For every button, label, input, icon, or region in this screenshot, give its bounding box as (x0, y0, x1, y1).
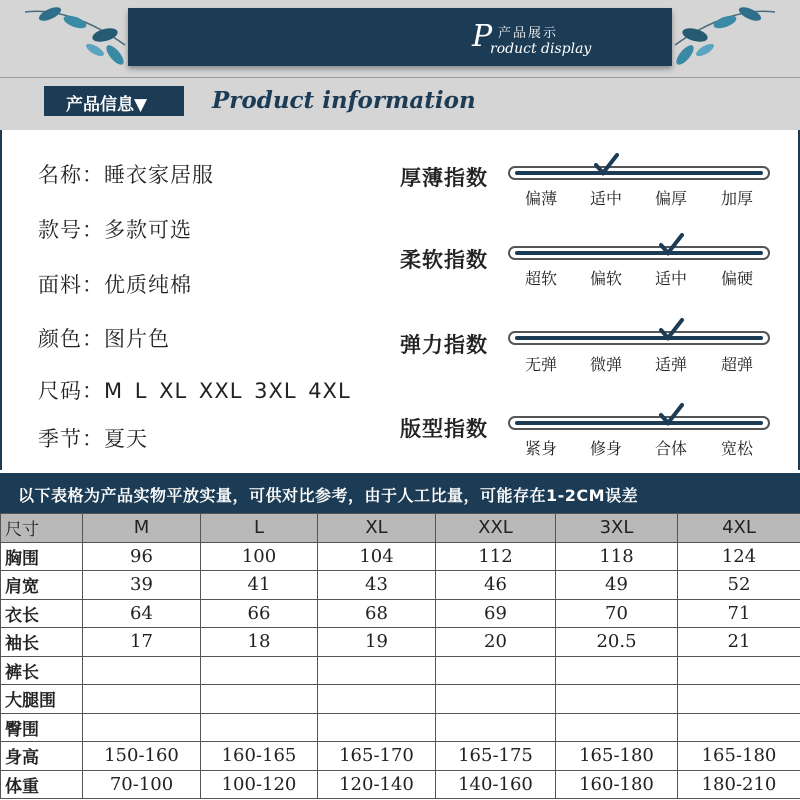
banner-title-en: roduct display (490, 41, 592, 57)
table-row (1, 656, 800, 685)
table-cell: 19 (318, 628, 436, 657)
info-value: 多款可选 (104, 218, 192, 242)
info-label: 尺码： (38, 379, 104, 403)
option-label: 适中 (654, 269, 687, 288)
table-cell: 160-180 (556, 770, 678, 799)
info-label: 颜色： (38, 327, 104, 351)
table-header-cell: 3XL (556, 514, 678, 543)
table-cell: 71 (678, 599, 800, 628)
product-info-tag: 产品信息▼ (44, 86, 184, 116)
table-cell (436, 685, 556, 714)
table-cell: 52 (678, 571, 800, 600)
table-header-row (1, 514, 800, 543)
softness-index-bar (508, 246, 770, 260)
table-cell: 104 (318, 542, 436, 571)
table-cell (201, 713, 318, 742)
leaf-decoration-left-icon (20, 0, 130, 70)
table-header-cell: L (201, 514, 318, 543)
table-cell: 150-160 (83, 742, 201, 771)
info-row-fabric (38, 269, 192, 299)
table-cell (678, 685, 800, 714)
option-label: 紧身 (524, 439, 557, 458)
table-row-label: 袖长 (1, 628, 83, 657)
table-cell (83, 713, 201, 742)
table-header-cell: 4XL (678, 514, 800, 543)
table-cell: 180-210 (678, 770, 800, 799)
table-cell: 140-160 (436, 770, 556, 799)
info-label: 名称： (38, 163, 104, 187)
table-cell: 120-140 (318, 770, 436, 799)
size-table (0, 513, 800, 799)
table-cell: 20.5 (556, 628, 678, 657)
softness-index-label: 柔软指数 (400, 248, 488, 272)
table-cell (556, 656, 678, 685)
info-label: 面料： (38, 273, 104, 297)
table-cell (556, 713, 678, 742)
table-cell: 165-175 (436, 742, 556, 771)
option-label: 加厚 (720, 189, 753, 208)
table-row (1, 685, 800, 714)
table-cell: 20 (436, 628, 556, 657)
checkmark-icon (658, 232, 684, 258)
table-cell (678, 656, 800, 685)
table-cell (318, 656, 436, 685)
table-cell (201, 685, 318, 714)
info-value: 优质纯棉 (104, 273, 192, 297)
option-label: 无弹 (524, 355, 557, 374)
table-row-label: 衣长 (1, 599, 83, 628)
info-row-name (38, 159, 214, 189)
table-row (1, 742, 800, 771)
table-cell: 49 (556, 571, 678, 600)
fit-index-label: 版型指数 (400, 417, 488, 441)
table-row-label: 肩宽 (1, 571, 83, 600)
option-label: 修身 (589, 439, 622, 458)
table-cell (678, 713, 800, 742)
checkmark-icon (658, 402, 684, 428)
table-cell: 96 (83, 542, 201, 571)
table-cell (83, 656, 201, 685)
table-cell: 118 (556, 542, 678, 571)
table-cell: 112 (436, 542, 556, 571)
table-header-cell: XXL (436, 514, 556, 543)
table-cell: 165-180 (556, 742, 678, 771)
table-cell (318, 685, 436, 714)
table-cell (201, 656, 318, 685)
table-row (1, 628, 800, 657)
table-header-cell: XL (318, 514, 436, 543)
table-row-label: 裤长 (1, 656, 83, 685)
table-row-label: 胸围 (1, 542, 83, 571)
thickness-index-label: 厚薄指数 (400, 166, 488, 190)
table-cell: 100-120 (201, 770, 318, 799)
table-row (1, 542, 800, 571)
table-cell: 39 (83, 571, 201, 600)
option-label: 适中 (589, 189, 622, 208)
table-cell: 66 (201, 599, 318, 628)
checkmark-icon (658, 317, 684, 343)
elasticity-index-bar (508, 331, 770, 345)
table-cell: 165-180 (678, 742, 800, 771)
table-cell (318, 713, 436, 742)
measurement-note: 以下表格为产品实物平放实量，可供对比参考，由于人工比量，可能存在1-2CM误差 (0, 473, 800, 513)
table-cell (83, 685, 201, 714)
table-cell: 43 (318, 571, 436, 600)
table-row (1, 599, 800, 628)
option-label: 偏厚 (654, 189, 687, 208)
elasticity-index-label: 弹力指数 (400, 333, 488, 357)
table-cell (436, 713, 556, 742)
table-cell: 165-170 (318, 742, 436, 771)
fit-index-bar (508, 416, 770, 430)
table-cell: 100 (201, 542, 318, 571)
leaf-decoration-right-icon (670, 0, 780, 70)
option-label: 偏软 (589, 269, 622, 288)
table-cell: 124 (678, 542, 800, 571)
table-cell: 21 (678, 628, 800, 657)
product-display-banner (128, 8, 672, 66)
info-label: 款号： (38, 218, 104, 242)
table-row (1, 713, 800, 742)
table-cell: 18 (201, 628, 318, 657)
table-cell: 68 (318, 599, 436, 628)
table-header-cell: M (83, 514, 201, 543)
info-row-color (38, 323, 170, 353)
table-row-label: 身高 (1, 742, 83, 771)
info-label: 季节： (38, 427, 104, 451)
table-cell: 64 (83, 599, 201, 628)
table-row-label: 臀围 (1, 713, 83, 742)
table-cell: 69 (436, 599, 556, 628)
option-label: 适弹 (654, 355, 687, 374)
table-cell: 70 (556, 599, 678, 628)
product-info-heading: Product information (212, 87, 476, 114)
table-cell: 70-100 (83, 770, 201, 799)
info-value: 图片色 (104, 327, 170, 351)
table-row-label: 体重 (1, 770, 83, 799)
info-value: 睡衣家居服 (104, 163, 214, 187)
option-label: 超弹 (720, 355, 753, 374)
option-label: 宽松 (720, 439, 753, 458)
checkmark-icon (593, 152, 619, 178)
info-row-size (38, 375, 351, 405)
table-row-label: 大腿围 (1, 685, 83, 714)
thickness-index-bar (508, 166, 770, 180)
table-cell (436, 656, 556, 685)
option-label: 微弹 (589, 355, 622, 374)
info-panel (0, 130, 800, 470)
table-row (1, 770, 800, 799)
table-cell: 17 (83, 628, 201, 657)
table-cell: 46 (436, 571, 556, 600)
table-cell (556, 685, 678, 714)
option-label: 偏硬 (720, 269, 753, 288)
info-value: 夏天 (104, 427, 148, 451)
banner-initial: P (472, 19, 493, 54)
info-row-season (38, 423, 148, 453)
table-header-cell: 尺寸 (1, 514, 83, 543)
table-row (1, 571, 800, 600)
info-row-style (38, 214, 192, 244)
table-cell: 160-165 (201, 742, 318, 771)
option-label: 超软 (524, 269, 557, 288)
option-label: 合体 (654, 439, 687, 458)
table-cell: 41 (201, 571, 318, 600)
banner-title-cn: 产品展示 (498, 26, 559, 41)
info-value: M L XL XXL 3XL 4XL (104, 379, 351, 403)
option-label: 偏薄 (524, 189, 557, 208)
